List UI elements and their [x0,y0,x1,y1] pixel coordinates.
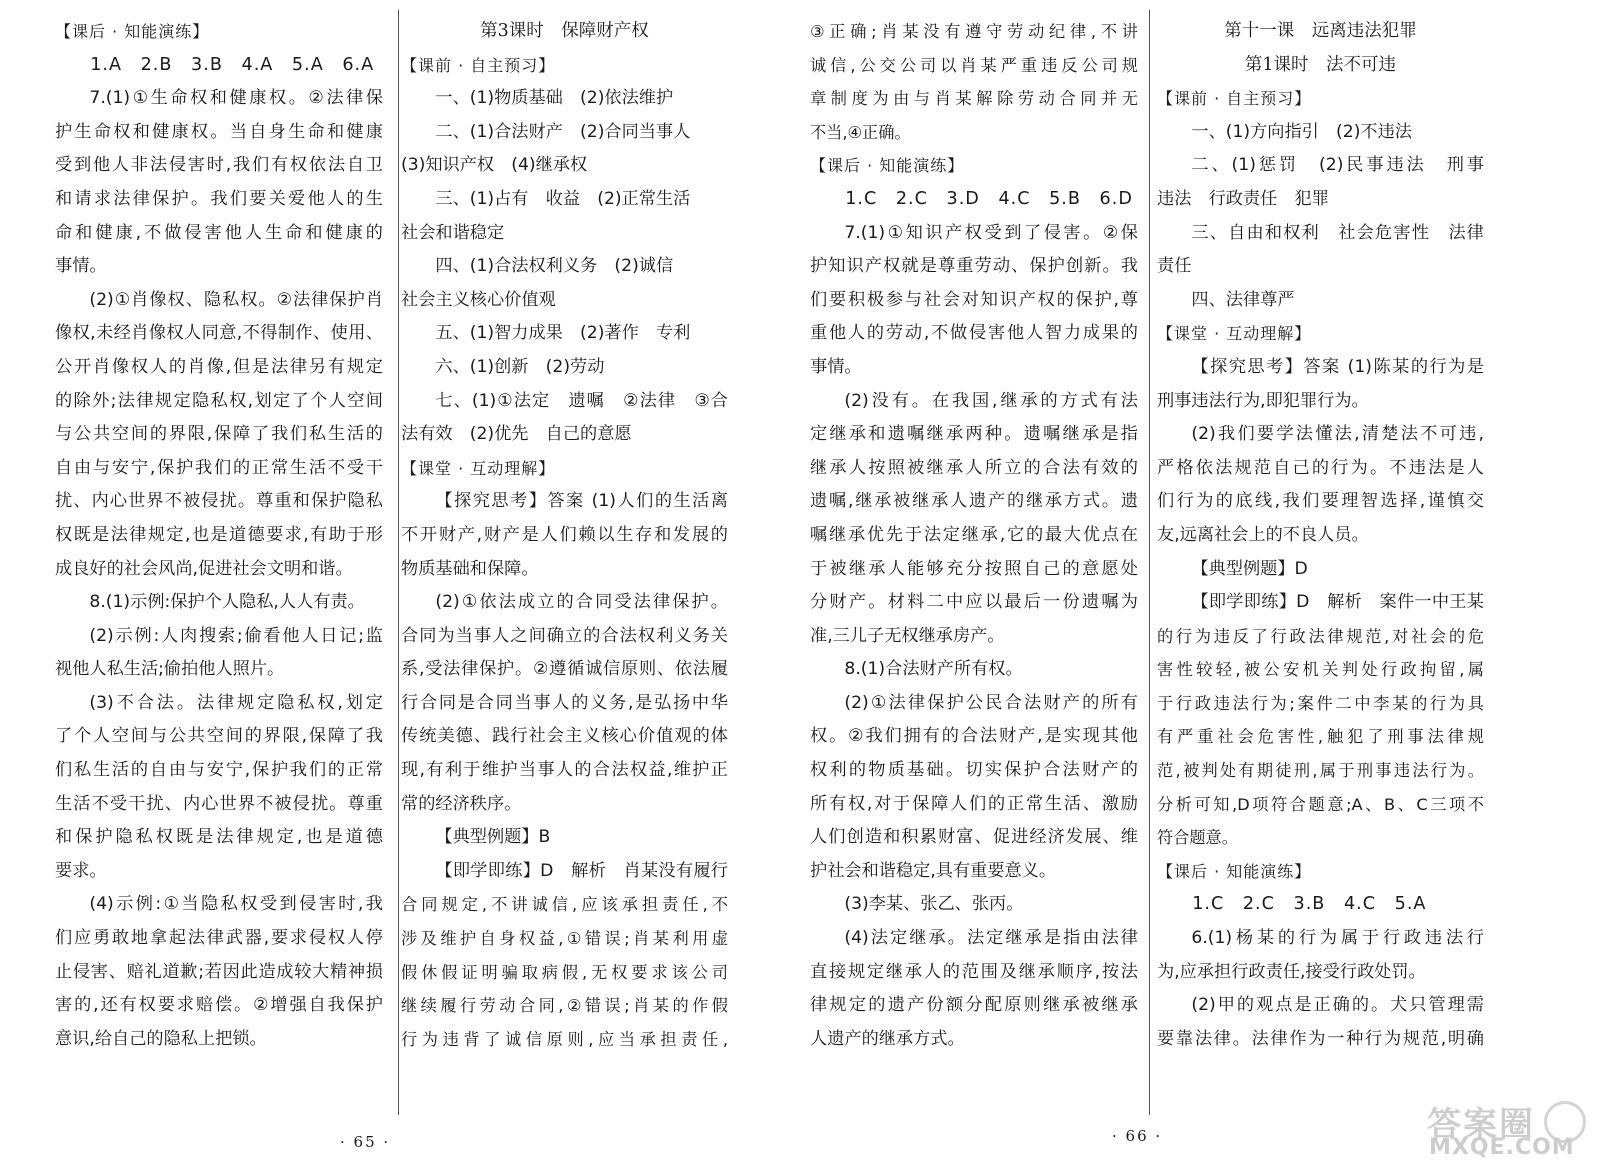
text-line: 们应勇敢地拿起法律武器,要求侵权人停 [55,928,383,949]
text-line: 律规定的遗产份额分配原则继承被继承 [810,995,1138,1016]
column-1 [55,15,383,1135]
text-line: 社会主义核心价值观 [401,289,556,310]
text-line: 直接规定继承人的范围及继承顺序,按法 [810,961,1138,982]
text-line: 定继承和遗嘱继承两种。遗嘱继承是指 [810,424,1138,445]
text-line: 诚信,公交公司以肖某严重违反公司规 [810,55,1138,75]
text-line: 【即学即练】D 解析 肖某没有履行 [435,860,728,881]
text-line: 于行政违法行为;案件二中李某的行为具 [1157,693,1484,713]
text-line: 二、(1)惩罚 (2)民事违法 刑事 [1191,155,1484,176]
column-2 [401,15,728,1135]
text-line: 六、(1)创新 (2)劳动 [435,356,605,377]
text-line: (2)①肖像权、隐私权。②法律保护肖 [89,289,383,310]
text-line: 权。②我们拥有的合法财产,是实现其他 [810,726,1138,747]
text-line: 嘱继承优先于法定继承,它的最大优点在 [810,524,1138,545]
text-line: 事情。 [55,256,107,277]
lesson-title: 第3课时 保障财产权 [480,21,649,41]
text-line: 8.(1)合法财产所有权。 [844,659,1023,680]
text-line: 责任 [1157,256,1192,277]
text-line: 【探究思考】答案 (1)陈某的行为是 [1191,356,1484,377]
text-line: 重他人的劳动,不做侵害他人智力成果的 [810,323,1138,344]
text-line: 五、(1)智力成果 (2)著作 专利 [435,323,691,344]
text-line: 与公共空间的界限,保障了我们私生活的 [55,424,383,445]
page-number: · 66 · [1112,1127,1163,1145]
text-line: (4)示例:①当隐私权受到侵害时,我 [89,894,383,915]
watermark-text-cn: 答案圈 [1427,1105,1535,1145]
text-line: 符合题意。 [1157,828,1238,848]
text-line: 护知识产权就是尊重劳动、保护创新。我 [810,256,1138,277]
text-line: 章制度为由与肖某解除劳动合同并无 [810,89,1138,109]
text-line: 【探究思考】答案 (1)人们的生活离 [435,491,728,512]
text-line: (2)①法律保护公民合法财产的所有 [844,692,1138,713]
text-line: 8.(1)示例:保护个人隐私,人人有责。 [89,592,365,613]
text-line: (3)李某、张乙、张丙。 [844,894,1024,915]
text-line: 继承人按照被继承人所立的合法有效的 [810,457,1138,478]
section-heading: 【课堂 · 互动理解】 [401,458,556,478]
text-line: 行合同是合同当事人的义务,是弘扬中华 [401,692,728,713]
text-line: (2)没有。在我国,继承的方式有法 [844,390,1138,411]
text-line: 们行为的底线,我们要理智选择,谨慎交 [1157,491,1484,512]
text-line: 的行为违反了行政法律规范,对社会的危 [1157,626,1484,646]
text-line: 遗嘱,继承被继承人遗产的继承方式。遗 [810,491,1138,512]
text-line: 要求。 [55,860,107,881]
text-line: 四、(1)合法权利义务 (2)诚信 [435,256,674,277]
text-line: 们要积极参与社会对知识产权的保护,尊 [810,289,1138,310]
text-line: 要靠法律。法律作为一种行为规范,明确 [1157,1028,1484,1049]
text-line: 止侵害、赔礼道歉;若因此造成较大精神损 [55,961,383,982]
text-line: 为,应承担行政责任,接受行政处罚。 [1157,961,1426,982]
section-heading: 【课堂 · 互动理解】 [1157,324,1312,344]
section-heading: 【课后 · 知能演练】 [810,156,965,176]
text-line: 继续履行劳动合同,②错误;肖某的作假 [401,996,728,1016]
text-line: (2)我们要学法懂法,清楚法不可违, [1191,424,1484,445]
text-line: 们私生活的自由与安宁,保护我们的正常 [55,760,383,781]
text-line: 受到他人非法侵害时,我们有权依法自卫 [55,155,383,176]
text-line: 事情。 [810,356,862,377]
section-heading: 【课前 · 自主预习】 [1157,89,1312,109]
text-line: (2)示例:人肉搜索;偷看他人日记;监 [89,625,383,646]
text-line: 常的经济秩序。 [401,793,522,814]
text-line: 范,被判处有期徒刑,属于刑事违法行为。 [1157,761,1484,781]
text-line: 刑事违法行为,即犯罪行为。 [1157,390,1369,411]
text-line: 了个人空间与公共空间的界限,保障了我 [55,726,383,747]
text-line: 像权,未经肖像权人同意,不得制作、使用、 [55,323,383,344]
column-divider [1149,10,1150,1115]
text-line: 三、自由和权利 社会危害性 法律 [1191,222,1484,243]
text-line: 的除外;法律规定隐私权,划定了个人空间 [55,390,383,411]
text-line: 违法 行政责任 犯罪 [1157,188,1329,209]
column-4 [1157,15,1484,1135]
text-line: 一、(1)物质基础 (2)依法维护 [435,88,674,109]
column-3 [810,15,1138,1135]
text-line: 合同为当事人之间确立的合法权利义务关 [401,625,728,646]
page-right [800,0,1600,1175]
text-line: 一、(1)方向指引 (2)不违法 [1191,121,1412,142]
text-line: 假休假证明骗取病假,无权要求该公司 [401,962,728,982]
text-line: 二、(1)合法财产 (2)合同当事人 [435,121,691,142]
text-line: 【即学即练】D 解析 案件一中王某 [1191,592,1484,613]
text-line: 行为违背了诚信原则,应当承担责任, [401,1029,728,1049]
text-line: 命和健康,不做侵害他人生命和健康的 [55,222,383,243]
text-line: 1.C 2.C 3.B 4.C 5.A [1192,894,1427,915]
text-line: 所有权,对于保障人们的正常生活、激励 [810,793,1138,814]
text-line: 7.(1)①知识产权受到了侵害。②保 [844,222,1138,243]
text-line: 护生命权和健康权。当自身生命和健康 [55,121,383,142]
text-line: (2)①依法成立的合同受法律保护。 [435,592,728,613]
text-line: 权利的物质基础。切实保护合法财产的 [810,760,1138,781]
text-line: 人们创造和积累财富、促进经济发展、维 [810,827,1138,848]
text-line: 成良好的社会风尚,促进社会文明和谐。 [55,558,353,579]
text-line: 视他人私生活;偷拍他人照片。 [55,659,285,680]
section-heading: 【课前 · 自主预习】 [401,55,556,75]
text-line: 生活不受干扰、内心世界不被侵扰。尊重 [55,793,383,814]
section-heading: 【课后 · 知能演练】 [55,22,210,41]
text-line: 害性较轻,被公安机关判处行政拘留,属 [1157,660,1484,680]
text-line: 涉及维护自身权益,①错误;肖某利用虚 [401,929,728,949]
text-line: 不当,④正确。 [810,122,911,142]
text-line: 严格依法规范自己的行为。不违法是人 [1157,457,1484,478]
text-line: 7.(1)①生命权和健康权。②法律保 [89,88,383,109]
text-line: 于被继承人能够充分按照自己的意愿处 [810,558,1138,579]
text-line: 现,有利于维护当事人的合法权益,维护正 [401,760,728,781]
text-line: (3)不合法。法律规定隐私权,划定 [89,692,383,713]
lesson-title: 第1课时 法不可违 [1244,54,1397,75]
watermark-text-en: MXQE.COM [1429,1135,1575,1160]
text-line: 【典型例题】D [1191,558,1308,579]
text-line: 权既是法律规定,也是道德要求,有助于形 [55,524,383,545]
text-line: 和保护隐私权既是法律规定,也是道德 [55,827,383,848]
text-line: 害的,还有权要求赔偿。②增强自我保护 [55,995,383,1016]
text-line: 三、(1)占有 收益 (2)正常生活 [435,188,691,209]
column-divider [398,10,399,1115]
text-line: 人遗产的继承方式。 [810,1028,965,1049]
text-line: (3)知识产权 (4)继承权 [401,155,588,176]
text-line: 四、法律尊严 [1191,289,1295,310]
text-line: 友,远离社会上的不良人员。 [1157,524,1369,545]
page-left [0,0,790,1175]
text-line: 扰、内心世界不被侵扰。尊重和保护隐私 [55,491,383,512]
text-line: 自由与安宁,保护我们的正常生活不受干 [55,457,383,478]
text-line: 准,三儿子无权继承房产。 [810,625,1005,646]
text-line: 护社会和谐稳定,具有重要意义。 [810,860,1057,881]
text-line: 公开肖像权人的肖像,但是法律另有规定 [55,356,383,377]
page-number: · 65 · [340,1133,391,1151]
section-heading: 【课后 · 知能演练】 [1157,861,1312,881]
text-line: ③正确;肖某没有遵守劳动纪律,不讲 [810,22,1138,41]
text-line: 1.C 2.C 3.D 4.C 5.B 6.D [845,188,1133,209]
text-line: 意识,给自己的隐私上把锁。 [55,1028,267,1049]
text-line: 分财产。材料二中应以最后一份遗嘱为 [810,592,1138,613]
text-line: 合同规定,不讲诚信,应该承担责任,不 [401,895,728,915]
text-line: (4)法定继承。法定继承是指由法律 [844,928,1138,949]
watermark-logo [1417,1101,1592,1163]
text-line: 法有效 (2)优先 自己的意愿 [401,424,632,445]
lesson-title: 第十一课 远离违法犯罪 [1224,21,1417,41]
text-line: (2)甲的观点是正确的。犬只管理需 [1191,995,1484,1016]
text-line: 和请求法律保护。我们要关爱他人的生 [55,188,383,209]
text-line: 不开财产,财产是人们赖以生存和发展的 [401,524,728,545]
text-line: 有严重社会危害性,触犯了刑事法律规 [1157,727,1484,747]
text-line: 1.A 2.B 3.B 4.A 5.A 6.A [90,54,375,75]
text-line: 七、(1)①法定 遗嘱 ②法律 ③合 [435,390,728,411]
text-line: 社会和谐稳定 [401,222,505,243]
text-line: 【典型例题】B [435,827,551,848]
text-line: 传统美德、践行社会主义核心价值观的体 [401,726,728,747]
text-line: 分析可知,D项符合题意;A、B、C三项不 [1157,794,1484,814]
text-line: 物质基础和保障。 [401,558,539,579]
text-line: 系,受法律保护。②遵循诚信原则、依法履 [401,659,728,680]
text-line: 6.(1)杨某的行为属于行政违法行 [1191,928,1484,949]
